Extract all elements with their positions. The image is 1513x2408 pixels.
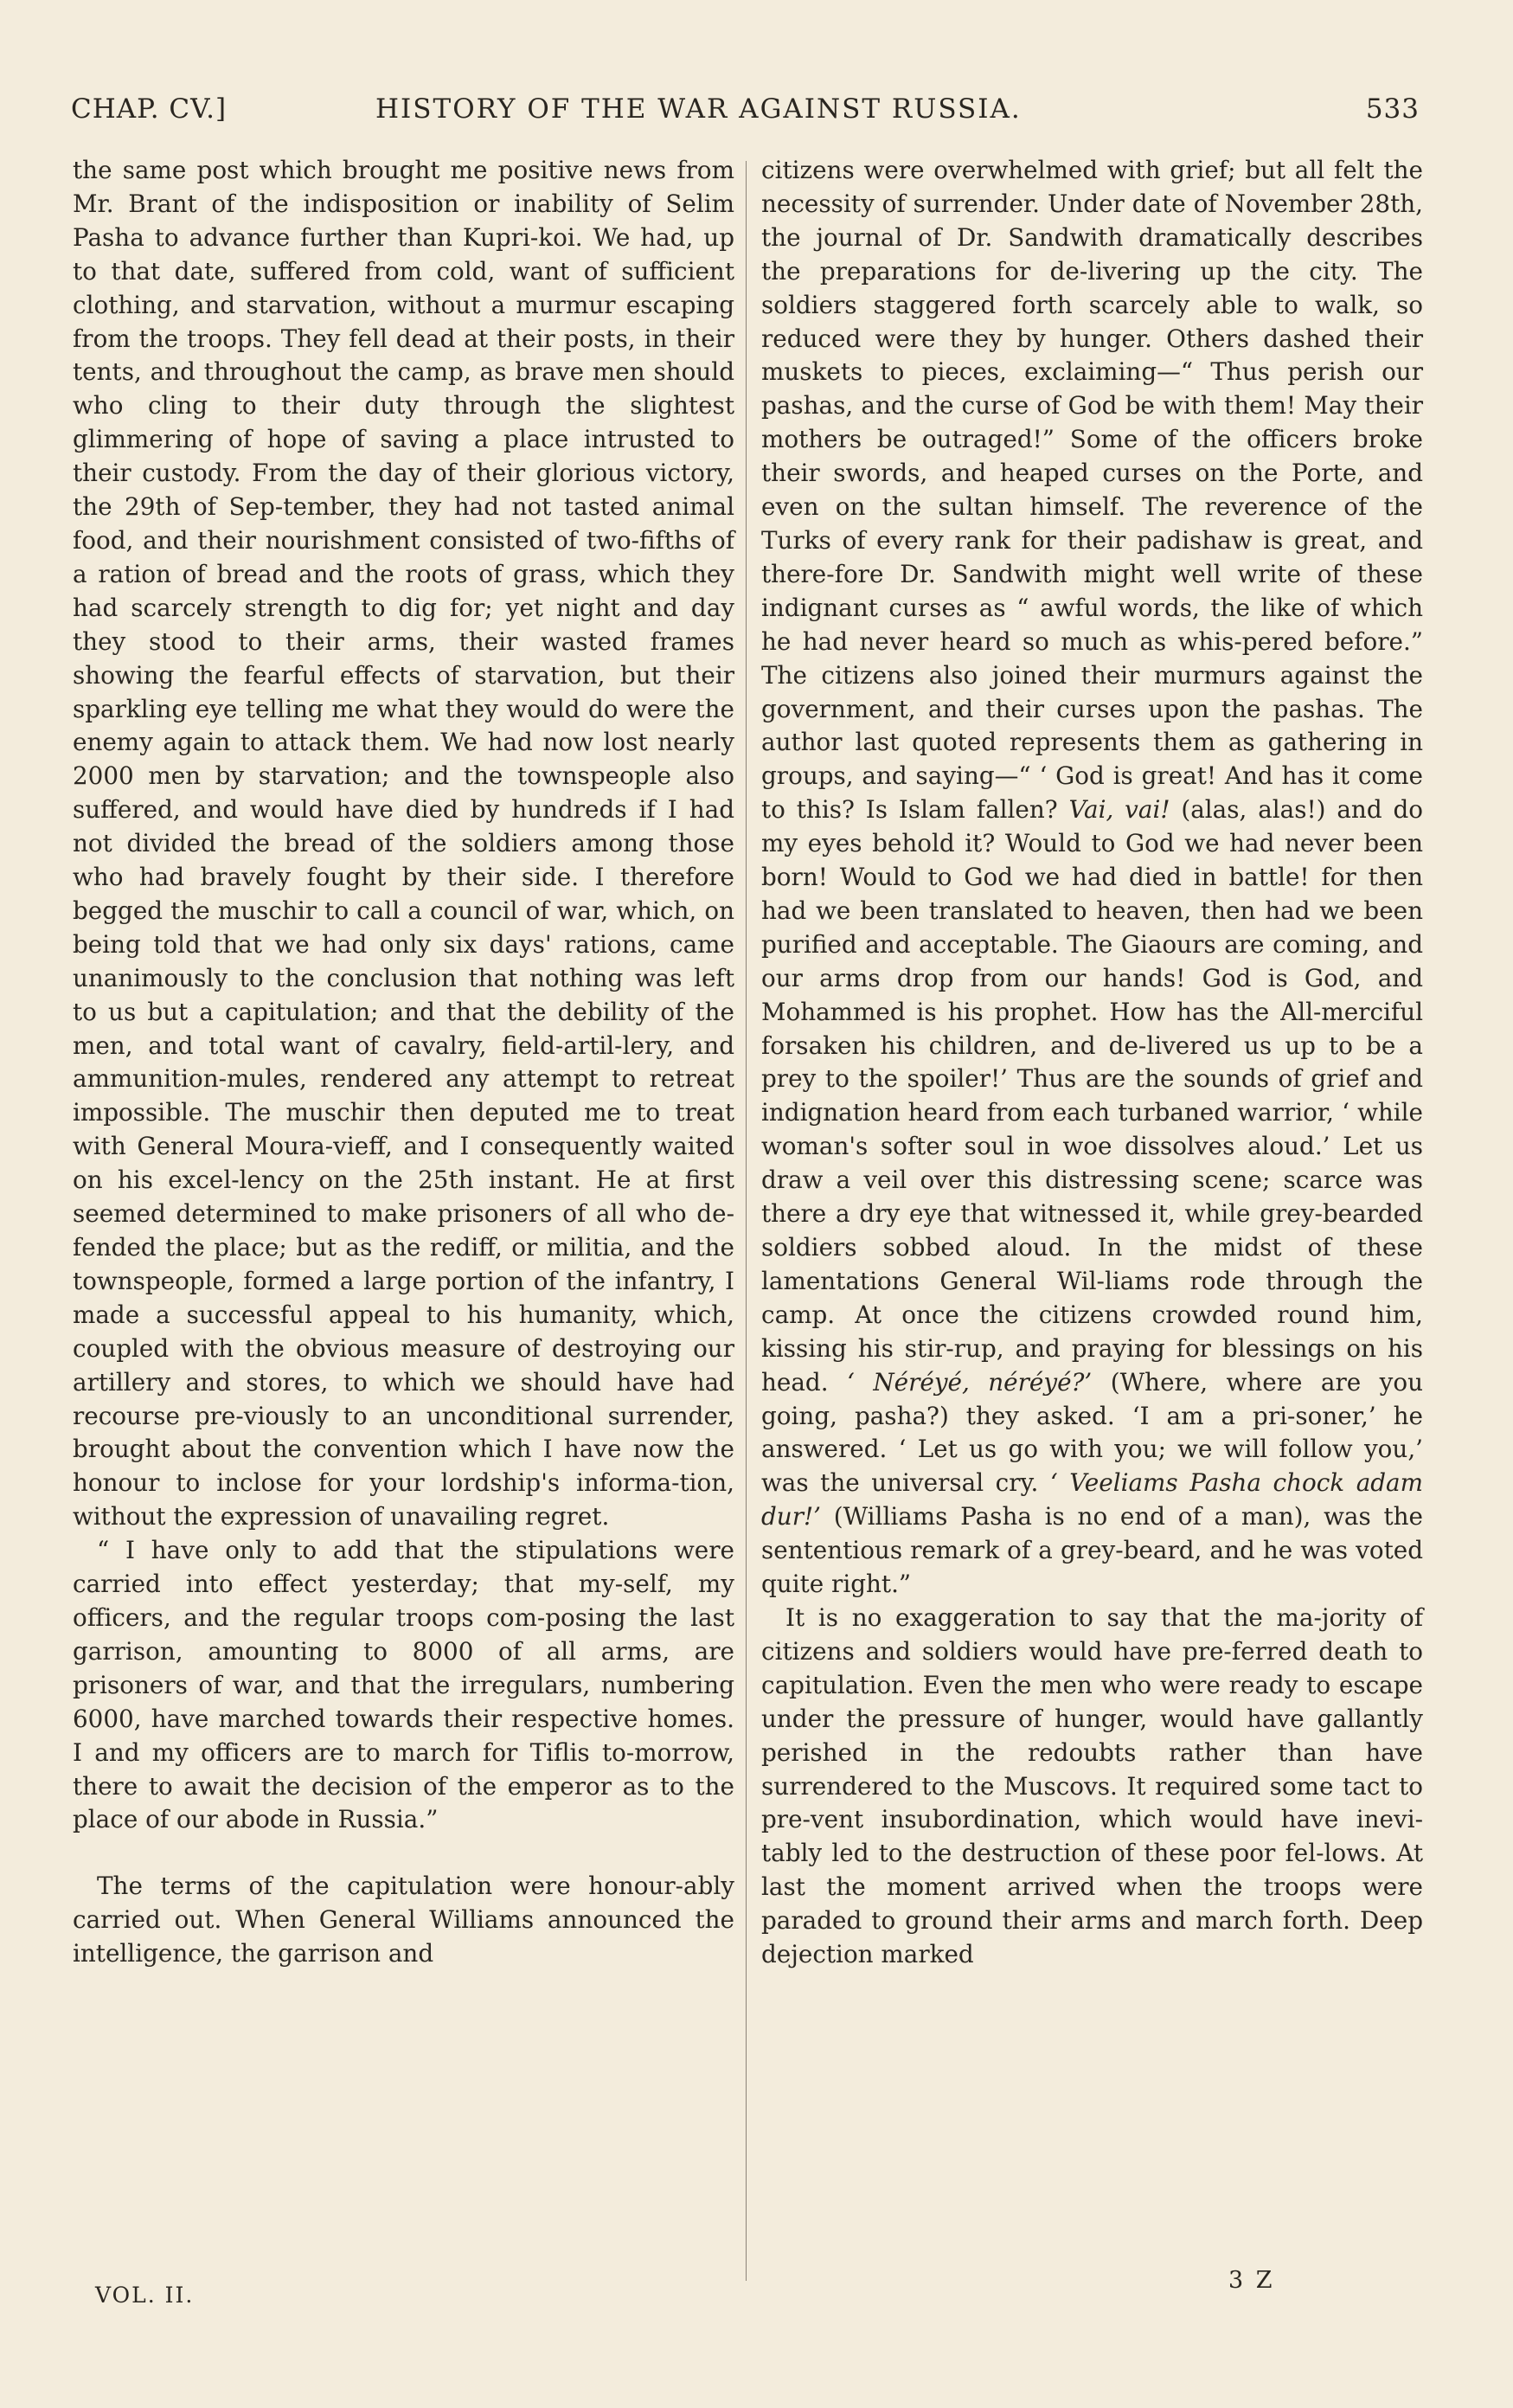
running-header	[71, 90, 1425, 133]
paragraph-gap	[73, 1837, 734, 1870]
text-run: citizens were overwhelmed with grief; but all felt the necessity of surrender. Under date of November 28th, the journal of Dr. Sandwith dramatically describes the preparations for de-livering up the city. The soldiers staggered forth scarcely able to walk, so reduced were they by hunger. Others dashed their muskets to pieces, exclaiming—“ Thus perish our pashas, and the curse of God be with them! May their mothers be outraged!” Some of the officers broke their swords, and heaped curses on the Porte, and even on the sultan himself. The reverence of the Turks of every rank for their padishaw is great, and there-fore Dr. Sandwith might well write of these indignant curses as “ awful words, the like of which he had never heard so much as whis-pered before.” The citizens also joined their murmurs against the government, and their curses upon the pashas. The author last quoted represents them as gathering in groups, and saying—“ ‘ God is great! And has it come to this? Is Islam fallen?	[761, 156, 1423, 825]
text-run: (Williams Pasha is no end of a man), was the sententious remark of a grey-beard, and he was voted quite right.”	[761, 1502, 1423, 1599]
paragraph: “ I have only to add that the stipulations were carried into effect yesterday; that my-self, my officers, and the regular troops com-posing the last garrison, amounting to 8000 of all arms, are prisoners of war, and that the irregulars, numbering 6000, have marched towards their respective homes. I and my officers are to march for Tiflis to-morrow, there to await the decision of the emperor as to the place of our abode in Russia.”	[73, 1536, 734, 1834]
paragraph: the same post which brought me positive news from Mr. Brant of the indisposition or inability of Selim Pasha to advance further than Kupri-koi. We had, up to that date, suffered from cold, want of sufficient clothing, and starvation, without a murmur escaping from the troops. They fell dead at their posts, in their tents, and throughout the camp, as brave men should who cling to their duty through the slightest glimmering of hope of saving a place intrusted to their custody. From the day of their glorious victory, the 29th of Sep-tember, they had not tasted animal food, and their nourishment consisted of two-fifths of a ration of bread and the roots of grass, which they had scarcely strength to dig for; yet night and day they stood to their arms, their wasted frames showing the fearful effects of starvation, but their sparkling eye telling me what they would do were the enemy again to attack them. We had now lost nearly 2000 men by starvation; and the townspeople also suffered, and would have died by hundreds if I had not divided the bread of the soldiers among those who had bravely fought by their side. I therefore begged the muschir to call a council of war, which, on being told that we had only six days' rations, came unanimously to the conclusion that nothing was left to us but a capitulation; and that the debility of the men, and total want of cavalry, field-artil-lery, and ammunition-mules, rendered any attempt to retreat impossible. The muschir then deputed me to treat with General Moura-vieff, and I consequently waited on his excel-lency on the 25th instant. He at first seemed determined to make prisoners of all who de-fended the place; but as the rediff, or militia, and the townspeople, formed a large portion of the infantry, I made a successful appeal to his humanity, which, coupled with the obvious measure of destroying our artillery and stores, to which we should have had recourse pre-viously to an unconditional surrender, brought about the convention which I have now the honour to inclose for your lordship's informa-tion, without the expression of unavailing regret.	[73, 156, 734, 1531]
chapter-label: CHAP. CV.]	[71, 93, 228, 125]
paragraph	[761, 154, 1423, 1602]
text-run: (alas, alas!) and do my eyes behold it? Would to God we had never been born! Would to God we had died in battle! for then had we been translated to heaven, then had we been purified and acceptable. The Giaours are coming, and our arms drop from our hands! God is God, and Mohammed is his prophet. How has the All-merciful forsaken his children, and de-livered us up to be a prey to the spoiler!’ Thus are the sounds of grief and indignation heard from each turbaned warrior, ‘ while woman's softer soul in woe dissolves aloud.’ Let us draw a veil over this distressing scene; scarce was there a dry eye that witnessed it, while grey-bearded soldiers sobbed aloud. In the midst of these lamentations General Wil-liams rode through the camp. At once the citizens crowded round him, kissing his stir-rup, and praying for blessings on his head.	[761, 795, 1424, 1397]
running-title: HISTORY OF THE WAR AGAINST RUSSIA.	[375, 93, 1022, 125]
left-column	[73, 154, 734, 1971]
italic-run: ‘ Néréyé, néréyé?’	[847, 1367, 1093, 1397]
paragraph: It is no exaggeration to say that the ma-jority of citizens and soldiers would have pre-ferred death to capitulation. Even the men who were ready to escape under the pressure of hunger, would have gallantly perished in the redoubts rather than have surrendered to the Muscovs. It required some tact to pre-vent insubordination, which would have inevi-tably led to the destruction of these poor fel-lows. At last the moment arrived when the troops were paraded to ground their arms and march forth. Deep dejection marked	[761, 1602, 1423, 1969]
text-run: (Where, where are you going, pasha?) they asked. ‘I am a pri-soner,’ he answered. ‘ Let us go with you; we will follow you,’ was the universal cry.	[761, 1367, 1424, 1498]
right-column	[761, 154, 1423, 1972]
italic-run: ‘ Veeliams Pasha chock adam dur!’	[761, 1468, 1423, 1531]
page-number: 533	[1365, 93, 1420, 125]
paragraph: The terms of the capitulation were honour-ably carried out. When General Williams announced the intelligence, the garrison and	[73, 1872, 734, 1968]
volume-label: VOL. II.	[95, 2283, 195, 2308]
column-divider	[746, 161, 747, 2281]
italic-run: Vai, vai!	[1068, 795, 1170, 825]
signature-mark: 3 Z	[1228, 2267, 1275, 2294]
